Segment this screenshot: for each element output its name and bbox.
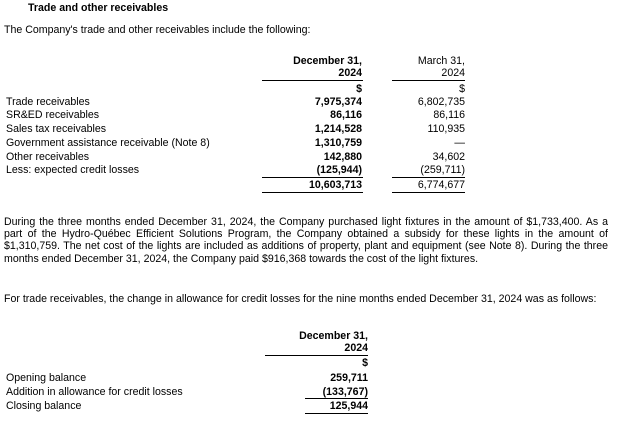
table2-row-value: (133,767) xyxy=(322,386,368,398)
table2-header-line2: 2024 xyxy=(344,342,368,354)
table1-row-value-mar: 110,935 xyxy=(427,123,465,135)
table1-col2-header-line2: 2024 xyxy=(441,67,465,79)
table2-header-rule xyxy=(265,355,368,356)
table1-row-value-dec: (125,944) xyxy=(316,164,362,176)
intro-text: The Company's trade and other receivables include the following: xyxy=(4,24,311,36)
table1-col1-header-line2: 2024 xyxy=(338,67,362,79)
table1-col1-header-rule xyxy=(262,80,363,81)
table1-total-dec: 10,603,713 xyxy=(308,179,362,191)
table2-row-value: 259,711 xyxy=(330,372,368,384)
allowance-intro-paragraph: For trade receivables, the change in allowance for credit losses for the nine months ended December 31, 2024 was as follows: xyxy=(4,293,597,305)
table1-row-value-mar: 34,602 xyxy=(432,151,465,163)
section-heading: Trade and other receivables xyxy=(28,2,169,14)
light-fixtures-paragraph: During the three months ended December 31, 2024, the Company purchased light fixtures in the amount of $1,733,400. As a part of the Hydro-Québec Efficient Solutions Program, the Company obtained a subsidy for these lights in the amount of $1,310,759. The net cost of the lights are included as additions of property, plant and equipment (see Note 8). During the three months ended December 31, 2024, the Company paid $916,368 towards the cost of the light fixtures. xyxy=(4,216,608,265)
table1-row-label: SR&ED receivables xyxy=(6,109,100,121)
table1-row-value-dec: 1,214,528 xyxy=(314,123,362,135)
table1-row-value-mar: (259,711) xyxy=(420,164,465,176)
table2-row-value: 125,944 xyxy=(329,400,368,412)
table1-row-label: Government assistance receivable (Note 8) xyxy=(6,137,210,149)
table1-col2-total-rule xyxy=(392,177,465,178)
table1-col2-header-line1: March 31, xyxy=(417,55,465,67)
table1-col1-total-underline xyxy=(262,192,363,193)
table2-row-label: Opening balance xyxy=(6,372,87,384)
table1-row-label: Sales tax receivables xyxy=(6,123,107,135)
table1-row-value-dec: 1,310,759 xyxy=(314,137,362,149)
table1-col2-header-rule xyxy=(392,80,465,81)
table2-subtotal-rule xyxy=(305,398,368,399)
table1-row-value-dec: 7,975,374 xyxy=(314,96,362,108)
table1-row-label: Other receivables xyxy=(6,151,90,163)
table1-row-value-mar: 86,116 xyxy=(433,109,465,121)
table1-row-value-mar: 6,802,735 xyxy=(417,96,465,108)
table1-row-value-dec: 86,116 xyxy=(330,109,362,121)
table1-col2-currency: $ xyxy=(459,83,465,95)
table1-col1-header-line1: December 31, xyxy=(293,55,362,67)
table1-col2-total-underline xyxy=(392,192,465,193)
table1-total-mar: 6,774,677 xyxy=(417,179,465,191)
table1-row-label: Trade receivables xyxy=(6,96,90,108)
table2-header-line1: December 31, xyxy=(299,330,368,342)
table1-col1-total-rule xyxy=(262,177,363,178)
table1-row-value-dec: 142,880 xyxy=(323,151,362,163)
table2-total-underline xyxy=(305,413,368,414)
table2-row-label: Closing balance xyxy=(6,400,82,412)
table1-row-label: Less: expected credit losses xyxy=(6,164,140,176)
table1-col1-currency: $ xyxy=(356,83,362,95)
table2-row-label: Addition in allowance for credit losses xyxy=(6,386,183,398)
table2-currency: $ xyxy=(362,357,368,369)
table1-row-value-mar: — xyxy=(454,137,465,149)
